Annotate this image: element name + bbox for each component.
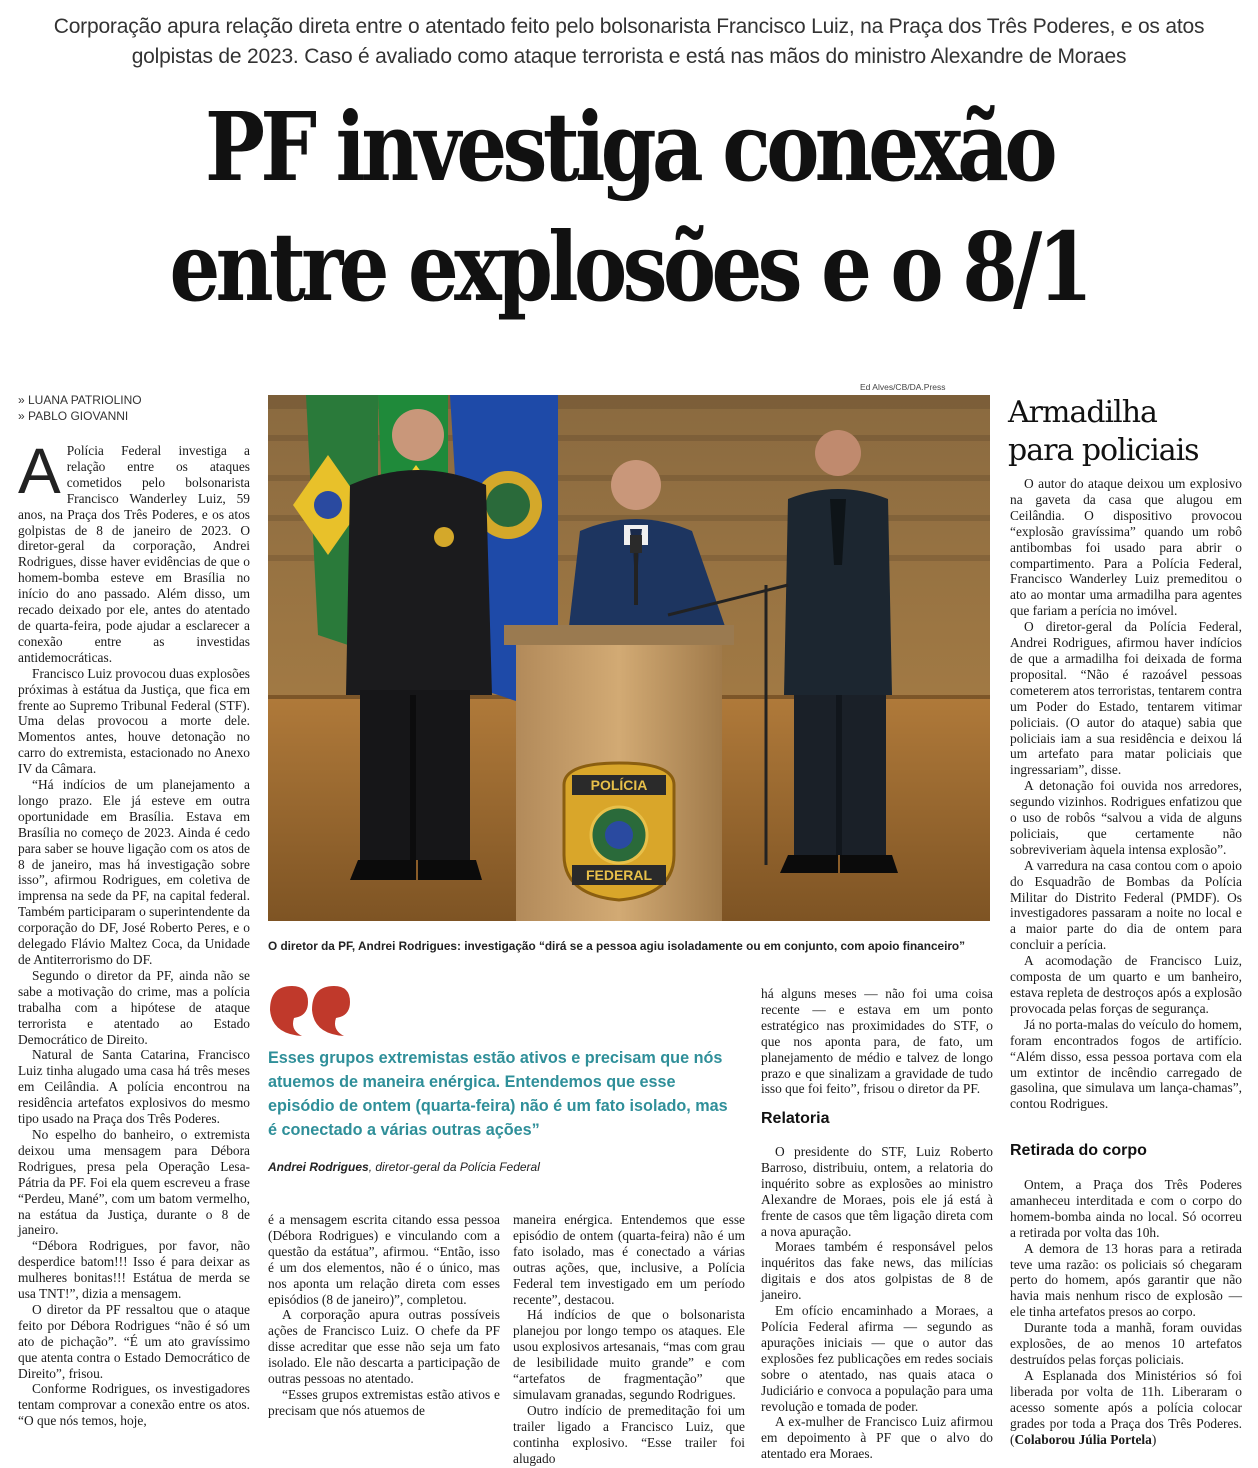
paragraph: Em ofício encaminhado a Moraes, a Polícia Federal afirma — segundo as apurações iniciais — que o autor das explosões fez publicações em redes sociais sobre o atentado, nas quais ataca o Judiciário e convoca a população para uma revolução e tomada de poder. — [761, 1303, 993, 1414]
byline-2: » PABLO GIOVANNI — [18, 409, 129, 423]
paragraph: A ex-mulher de Francisco Luiz afirmou em depoimento à PF que o alvo do atentado era Moraes. — [761, 1414, 993, 1462]
subhead-retirada: Retirada do corpo — [1010, 1142, 1147, 1159]
paragraph: Durante toda a manhã, foram ouvidas explosões, de ao menos 10 artefatos destruídos pelas forças policiais. — [1010, 1320, 1242, 1367]
paragraph: Francisco Luiz provocou duas explosões próximas à estátua da Justiça, que fica em frente ao Supremo Tribunal Federal (STF). Uma delas provocou a morte dele. Momentos antes, houve detonação no carro do extremista, estacionado no Anexo IV da Câmara. — [18, 665, 250, 777]
headline-line-1: PF investiga conexão — [204, 92, 1054, 203]
podium-text-top: POLÍCIA — [590, 777, 648, 793]
sidebar-body-continued — [1010, 1177, 1242, 1447]
article-column-4 — [761, 986, 993, 1097]
kicker: Corporação apura relação direta entre o atentado feito pelo bolsonarista Francisco Luiz, na Praça dos Três Poderes, e os atos golpistas de 2023. Caso é avaliado como ataque terrorista e está nas mãos do ministro Alexandre de Moraes — [53, 15, 1205, 68]
paragraph: maneira enérgica. Entendemos que esse episódio de ontem (quarta-feira) não é um fato isolado, mas é conectado a várias outras ações, que, inclusive, a Polícia Federal tem investigado em um período recente”, destacou. — [513, 1212, 745, 1307]
paragraph: “Débora Rodrigues, por favor, não desperdice batom!!! Isso é para deixar as mulheres bonitas!!! Estátua de merda se usa TNT!”, dizia a mensagem. — [18, 1238, 250, 1302]
sidebar-body — [1010, 476, 1242, 1112]
article-column-2 — [268, 1212, 500, 1419]
quote-attribution: Andrei Rodrigues, diretor-geral da Polícia Federal — [268, 1160, 540, 1174]
paragraph: O autor do ataque deixou um explosivo na gaveta da casa que alugou em Ceilândia. O dispositivo provocou “explosão gravíssima” quando um robô antibombas foi usado para abrir o compartimento. Para a Polícia Federal, Francisco Wanderley Luiz premeditou o ato ao montar uma armadilha para agentes que fariam a perícia no imóvel. — [1010, 476, 1242, 619]
paragraph: Segundo o diretor da PF, ainda não se sabe a motivação do crime, mas a polícia trabalha com a hipótese de ataque terrorista e atentado ao Estado Democrático de Direito. — [18, 967, 250, 1047]
paragraph: O diretor da PF ressaltou que o ataque feito por Débora Rodrigues “não é só um ato de pichação”. “É um ato gravíssimo que atenta contra o Estado Democrático de Direito”, frisou. — [18, 1301, 250, 1381]
paragraph: Já no porta-malas do veículo do homem, foram encontrados fogos de artifício. “Além disso, essa pessoa portava com ela um extintor de incêndio carregado de gasolina, que simulava um lança-chamas”, contou Rodrigues. — [1010, 1016, 1242, 1112]
headline — [109, 88, 1149, 328]
paragraph: há alguns meses — não foi uma coisa recente — e estava em um ponto estratégico nas proximidades do STF, o que nos aponta para, de fato, um planejamento de médio e talvez de longo prazo e que sinalizam a gravidade de tudo isso que foi feito”, frisou o diretor da PF. — [761, 986, 993, 1097]
paragraph: No espelho do banheiro, o extremista deixou uma mensagem para Débora Rodrigues, presa pela Operação Lesa-Pátria da PF. Foi ela quem escreveu a frase “Perdeu, Mané”, com um batom vermelho, na estátua da Justiça, durante o 8 de janeiro. — [18, 1126, 250, 1238]
paragraph: Conforme Rodrigues, os investigadores tentam comprovar a conexão entre os atos. “O que nós temos, hoje, — [18, 1381, 250, 1429]
article-column-3 — [513, 1212, 745, 1467]
paragraph: Outro indício de premeditação foi um trailer ligado a Francisco Luiz, que continha explosivo. “Esse trailer foi alugado — [513, 1402, 745, 1466]
paragraph: A acomodação de Francisco Luiz, composta de um quarto e um banheiro, estava repleta de destroços após a explosão provocada pelas forças de segurança. — [1010, 953, 1242, 1016]
paragraph: A demora de 13 horas para a retirada teve uma razão: os policiais só chegaram perto do homem, após garantir que não havia mais nenhum risco de explosão — ele tinha artefatos presos ao corpo. — [1010, 1240, 1242, 1320]
paragraph: A corporação apura outras possíveis ações de Francisco Luiz. O chefe da PF disse acreditar que esse não seja um fato isolado. Ele não descarta a participação de outras pessoas no atentado. — [268, 1307, 500, 1387]
photo-credit: Ed Alves/CB/DA.Press — [860, 382, 946, 392]
dropcap: A — [18, 435, 61, 507]
byline-1: » LUANA PATRIOLINO — [18, 393, 142, 407]
lead-paragraph: A Polícia Federal investiga a relação entre os ataques cometidos pelo bolsonarista Francisco Wanderley Luiz, 59 anos, na Praça dos Três Poderes, e os atos golpistas de 8 de janeiro de 2023. O diretor-geral da corporação, Andrei Rodrigues, disse haver evidências de que o homem-bomba esteve em Brasília no início do ano passado. Além disso, um recado deixado por ele, antes do atentado de quarta-feira, pode ajudar a esclarecer a conexão entre as investidas antidemocráticas. — [18, 435, 250, 665]
paragraph: A detonação foi ouvida nos arredores, segundo vizinhos. Rodrigues enfatizou que o uso de robôs “salvou a vida de alguns policiais, que certamente não sobreviveriam àquela intensa explosão”. — [1010, 778, 1242, 857]
quote-mark-icon — [268, 984, 350, 1038]
paragraph: Moraes também é responsável pelos inquéritos das fake news, das milícias digitais e dos atos golpistas de 8 de janeiro. — [761, 1239, 993, 1303]
paragraph: O presidente do STF, Luiz Roberto Barroso, distribuiu, ontem, a relatoria do inquérito sobre as explosões ao ministro Alexandre de Moraes, pois ele já está à frente de casos que têm ligação direta com a nova apuração. — [761, 1144, 993, 1239]
paragraph: A varredura na casa contou com o apoio do Esquadrão de Bombas da Polícia Militar do Distrito Federal (PMDF). Os investigadores passaram a noite no local e a maior parte do dia de ontem para concluir a perícia. — [1010, 857, 1242, 953]
paragraph: Natural de Santa Catarina, Francisco Luiz tinha alugado uma casa há três meses em Ceilândia. A polícia encontrou na residência artefatos explosivos do mesmo tipo usado na Praça dos Três Poderes. — [18, 1047, 250, 1127]
pull-quote: Esses grupos extremistas estão ativos e precisam que nós atuemos de maneira enérgica. Entendemos que esse episódio de ontem (quarta-feira) não é um fato isolado, mas é conectado a várias outras ações” — [268, 1049, 728, 1139]
paragraph: “Há indícios de um planejamento a longo prazo. Ele já esteve em outra oportunidade em Brasília. Estava em Brasília no começo de 2023. Ainda é cedo para saber se houve ligação com os atos de 8 de janeiro, mas há investigação sobre isso”, afirmou Rodrigues, em coletiva de imprensa na sede da PF, na capital federal. Também participaram o superintendente da corporação do DF, José Roberto Peres, e o delegado Flávio Maltez Coca, da Unidade de Antiterrorismo do DF. — [18, 777, 250, 967]
podium-badge — [564, 763, 674, 900]
paragraph: Ontem, a Praça dos Três Poderes amanheceu interditada e com o corpo do homem-bomba ainda no local. Só ocorreu a retirada por volta das 10h. — [1010, 1177, 1242, 1240]
photo-caption: O diretor da PF, Andrei Rodrigues: investigação “dirá se a pessoa agiu isoladamente ou em conjunto, com apoio financeiro” — [268, 939, 966, 953]
collaboration-credit: Colaborou Júlia Portela — [1014, 1431, 1152, 1447]
person-right — [780, 430, 898, 873]
headline-line-2: entre explosões e o 8/1 — [169, 212, 1089, 323]
article-column-4-continued — [761, 1144, 993, 1462]
paragraph: A Esplanada dos Ministérios só foi liberada por volta de 11h. Liberaram o acesso somente após a polícia colocar grades por toda a Praça dos Três Poderes. (Colaborou Júlia Portela) — [1010, 1367, 1242, 1447]
podium — [504, 625, 734, 921]
press-conference-photo — [268, 395, 990, 921]
paragraph: Há indícios de que o bolsonarista planejou por longo tempo os ataques. Ele usou explosivos artesanais, “mas com grau de lesibilidade muito grande” e com “artefatos de fragmentação” que simulavam granadas, segundo Rodrigues. — [513, 1307, 745, 1402]
article-column-1 — [18, 435, 250, 1429]
paragraph: O diretor-geral da Polícia Federal, Andrei Rodrigues, afirmou haver indícios de que a armadilha foi deixada de forma proposital. “Não é razoável pessoas cometerem atos terroristas, tentarem contra um Poder do Estado, tentarem vitimar policiais. (O autor do ataque) sabia que policiais iam a sua residência e deixou lá um artefato para matar policiais que ingressariam”, disse. — [1010, 619, 1242, 778]
paragraph: é a mensagem escrita citando essa pessoa (Débora Rodrigues) e vinculando com a questão da estátua”, afirmou. “Então, isso é um dos elementos, não é o único, mas nos aponta um relação direta com esses episódios (8 de janeiro)”, completou. — [268, 1212, 500, 1307]
podium-text-bottom: FEDERAL — [585, 867, 653, 883]
sidebar-title: Armadilha para policiais — [1008, 395, 1199, 468]
subhead-relatoria: Relatoria — [761, 1110, 830, 1127]
paragraph: “Esses grupos extremistas estão ativos e precisam que nós atuemos de — [268, 1386, 500, 1418]
